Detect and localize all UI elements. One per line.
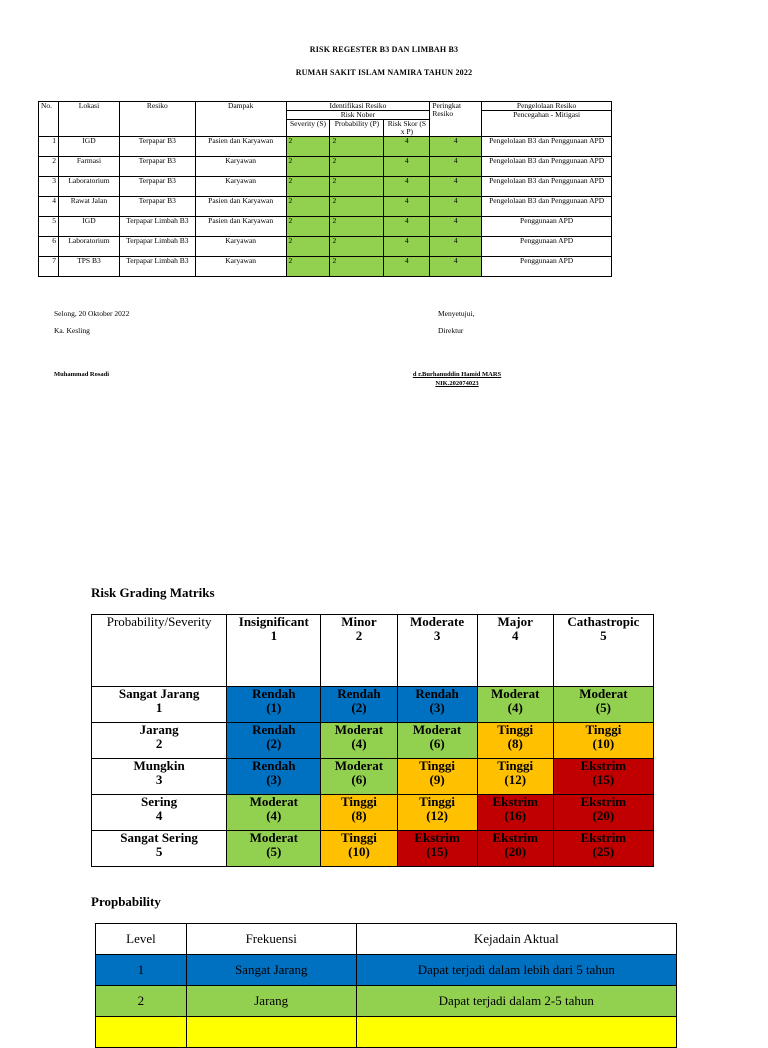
register-cell-dampak: Karyawan: [195, 237, 286, 257]
prob-header-level: Level: [96, 924, 187, 955]
register-cell-severity: 2: [286, 157, 330, 177]
register-cell-mitigasi: Pengelolaan B3 dan Penggunaan APD: [482, 157, 612, 177]
matrix-row-header: [92, 759, 227, 795]
register-cell-resiko: Terpapar B3: [119, 157, 195, 177]
probability-cell-frekuensi: [186, 1017, 356, 1048]
header-resiko: Resiko: [119, 102, 195, 137]
register-cell-dampak: Pasien dan Karyawan: [195, 197, 286, 217]
matrix-cell-val: (8): [507, 736, 523, 751]
matrix-title: Risk Grading Matriks: [91, 585, 215, 600]
header-pencegahan: Pencegahan - Mitigasi: [482, 111, 612, 137]
matrix-cell-val: (4): [266, 808, 282, 823]
matrix-cell-label: Ekstrim: [580, 758, 627, 773]
matrix-column-header: [553, 615, 653, 687]
matrix-row: [92, 795, 654, 831]
matrix-column-number: 1: [270, 628, 278, 643]
matrix-cell-label: Moderat: [412, 722, 462, 737]
matrix-cell-val: (4): [351, 736, 367, 751]
matrix-cell-val: (1): [266, 700, 282, 715]
register-cell-severity: 2: [286, 237, 330, 257]
matrix-cell-val: (15): [592, 772, 615, 787]
prob-header-kejadian: Kejadain Aktual: [356, 924, 676, 955]
register-cell-peringkat: 4: [430, 197, 482, 217]
register-cell-resiko: Terpapar Limbah B3: [119, 237, 195, 257]
matrix-cell: [397, 687, 477, 723]
register-cell-resiko: Terpapar B3: [119, 137, 195, 157]
matrix-row: [92, 687, 654, 723]
approval-label: Menyetujui,: [438, 309, 475, 318]
matrix-row-header: [92, 831, 227, 867]
matrix-cell-label: Tinggi: [497, 758, 534, 773]
matrix-cell: [553, 831, 653, 867]
header-identifikasi: Identifikasi Resiko: [286, 102, 430, 111]
header-lokasi: Lokasi: [58, 102, 119, 137]
register-row: [39, 257, 612, 277]
matrix-cell-label: Tinggi: [419, 794, 456, 809]
probability-cell-frekuensi: Jarang: [186, 986, 356, 1017]
matrix-cell-val: (15): [426, 844, 448, 859]
register-cell-mitigasi: Penggunaan APD: [482, 217, 612, 237]
register-cell-dampak: Karyawan: [195, 257, 286, 277]
header-pengelolaan: Pengelolaan Resiko: [482, 102, 612, 111]
matrix-cell-label: Rendah: [252, 758, 296, 773]
matrix-row-name: Sangat Jarang: [118, 686, 200, 701]
register-cell-risk-skor: 4: [384, 197, 430, 217]
matrix-cell-label: Tinggi: [341, 794, 377, 809]
register-cell-severity: 2: [286, 257, 330, 277]
register-cell-lokasi: Farmasi: [58, 157, 119, 177]
matrix-column-name: Moderate: [410, 614, 465, 629]
matrix-row: [92, 759, 654, 795]
matrix-row-num: 4: [155, 808, 163, 823]
register-cell-mitigasi: Penggunaan APD: [482, 237, 612, 257]
matrix-cell-label: Ekstrim: [492, 830, 538, 845]
register-cell-lokasi: Laboratorium: [58, 237, 119, 257]
matrix-cell-label: Moderat: [491, 686, 540, 701]
matrix-column-name: Minor: [341, 614, 377, 629]
register-cell-mitigasi: Pengelolaan B3 dan Penggunaan APD: [482, 177, 612, 197]
register-cell-probability: 2: [330, 177, 384, 197]
matrix-cell: [227, 831, 321, 867]
matrix-row-name: Mungkin: [133, 758, 185, 773]
matrix-row: [92, 831, 654, 867]
register-row: [39, 157, 612, 177]
matrix-column-number: 5: [600, 628, 607, 643]
matrix-cell-label: Tinggi: [419, 758, 456, 773]
right-role: Direktur: [438, 326, 464, 335]
matrix-column-number: 3: [433, 628, 441, 643]
register-cell-resiko: Terpapar Limbah B3: [119, 217, 195, 237]
matrix-column-header: [477, 615, 553, 687]
matrix-cell: [477, 831, 553, 867]
register-row: [39, 137, 612, 157]
probability-row: [96, 1017, 677, 1048]
register-row: [39, 177, 612, 197]
matrix-cell-val: (10): [348, 844, 370, 859]
register-cell-mitigasi: Penggunaan APD: [482, 257, 612, 277]
right-signer-name: d r.Burhanuddin Hamid MARS: [412, 371, 502, 378]
register-cell-risk-skor: 4: [384, 237, 430, 257]
place-date: Selong, 20 Oktober 2022: [54, 309, 130, 318]
register-cell-probability: 2: [330, 137, 384, 157]
matrix-cell-val: (3): [429, 700, 445, 715]
matrix-cell-label: Rendah: [337, 686, 381, 701]
register-cell-no: 4: [39, 197, 59, 217]
header-risk-nober: Risk Nober: [286, 111, 430, 120]
matrix-cell: [397, 759, 477, 795]
matrix-cell-val: (10): [592, 736, 615, 751]
matrix-cell-val: (2): [266, 736, 282, 751]
register-cell-dampak: Karyawan: [195, 157, 286, 177]
matrix-cell: [553, 759, 653, 795]
matrix-cell: [553, 723, 653, 759]
matrix-column-number: 4: [511, 628, 519, 643]
matrix-cell-label: Ekstrim: [414, 830, 460, 845]
matrix-cell-val: (25): [592, 844, 615, 859]
header-risk-skor: Risk Skor (S x P): [384, 120, 430, 137]
probability-cell-kejadian: Dapat terjadi dalam lebih dari 5 tahun: [356, 955, 676, 986]
register-cell-probability: 2: [330, 157, 384, 177]
matrix-cell: [227, 723, 321, 759]
matrix-cell-label: Tinggi: [341, 830, 377, 845]
matrix-row-header: [92, 687, 227, 723]
matrix-cell-label: Rendah: [415, 686, 459, 701]
matrix-column-number: 2: [355, 628, 363, 643]
probability-cell-level: [96, 1017, 187, 1048]
register-cell-peringkat: 4: [430, 237, 482, 257]
register-cell-severity: 2: [286, 137, 330, 157]
probability-cell-kejadian: [356, 1017, 676, 1048]
register-cell-peringkat: 4: [430, 257, 482, 277]
matrix-cell-val: (20): [504, 844, 527, 859]
matrix-cell-label: Moderat: [249, 794, 298, 809]
register-cell-risk-skor: 4: [384, 257, 430, 277]
matrix-cell: [553, 687, 653, 723]
probability-title: Propbability: [91, 894, 161, 909]
matrix-cell-val: (2): [351, 700, 367, 715]
register-cell-peringkat: 4: [430, 217, 482, 237]
matrix-cell-val: (12): [426, 808, 448, 823]
matrix-column-name: Insignificant: [238, 614, 309, 629]
risk-register-table: [38, 101, 612, 277]
register-cell-no: 5: [39, 217, 59, 237]
matrix-corner: Probability/Severity: [92, 615, 227, 687]
register-cell-no: 3: [39, 177, 59, 197]
register-cell-no: 1: [39, 137, 59, 157]
matrix-cell-label: Rendah: [252, 722, 296, 737]
matrix-cell-label: Moderat: [579, 686, 628, 701]
register-cell-probability: 2: [330, 217, 384, 237]
register-cell-severity: 2: [286, 197, 330, 217]
header-severity: Severity (S): [286, 120, 330, 137]
register-cell-no: 2: [39, 157, 59, 177]
prob-header-frekuensi: Frekuensi: [186, 924, 356, 955]
matrix-cell: [321, 759, 397, 795]
matrix-cell: [227, 795, 321, 831]
matrix-cell-val: (5): [266, 844, 282, 859]
matrix-cell-val: (12): [504, 772, 527, 787]
register-cell-lokasi: Laboratorium: [58, 177, 119, 197]
matrix-row-name: Sering: [141, 794, 178, 809]
register-cell-dampak: Pasien dan Karyawan: [195, 137, 286, 157]
register-row: [39, 237, 612, 257]
matrix-cell-val: (8): [351, 808, 367, 823]
register-cell-lokasi: TPS B3: [58, 257, 119, 277]
register-cell-risk-skor: 4: [384, 177, 430, 197]
register-cell-mitigasi: Pengelolaan B3 dan Penggunaan APD: [482, 197, 612, 217]
matrix-cell: [397, 795, 477, 831]
matrix-cell-label: Rendah: [252, 686, 296, 701]
register-cell-risk-skor: 4: [384, 217, 430, 237]
register-cell-no: 6: [39, 237, 59, 257]
right-signer-nik: NIK.202074023: [435, 380, 479, 387]
matrix-column-name: Major: [497, 614, 533, 629]
register-cell-mitigasi: Pengelolaan B3 dan Penggunaan APD: [482, 137, 612, 157]
register-cell-peringkat: 4: [430, 157, 482, 177]
probability-row: [96, 986, 677, 1017]
matrix-cell-label: Tinggi: [497, 722, 534, 737]
left-signer-name: Muhammad Rosadi: [54, 371, 110, 378]
header-no: No.: [39, 102, 59, 137]
matrix-row: [92, 723, 654, 759]
matrix-row-header: [92, 795, 227, 831]
register-cell-no: 7: [39, 257, 59, 277]
register-cell-resiko: Terpapar Limbah B3: [119, 257, 195, 277]
matrix-cell: [477, 687, 553, 723]
matrix-cell-label: Ekstrim: [580, 794, 627, 809]
matrix-row-num: 2: [155, 736, 163, 751]
matrix-cell-val: (4): [507, 700, 523, 715]
matrix-cell-val: (16): [504, 808, 527, 823]
matrix-cell-val: (6): [429, 736, 445, 751]
matrix-row-name: Sangat Sering: [120, 830, 198, 845]
register-cell-lokasi: IGD: [58, 137, 119, 157]
matrix-row-name: Jarang: [139, 722, 179, 737]
register-cell-risk-skor: 4: [384, 157, 430, 177]
matrix-cell: [397, 723, 477, 759]
matrix-cell-label: Ekstrim: [580, 830, 627, 845]
matrix-cell: [477, 723, 553, 759]
matrix-cell: [477, 795, 553, 831]
register-cell-peringkat: 4: [430, 137, 482, 157]
document-subtitle: RUMAH SAKIT ISLAM NAMIRA TAHUN 2022: [295, 68, 473, 77]
matrix-cell-label: Moderat: [334, 758, 384, 773]
probability-table: [95, 923, 677, 1048]
register-cell-severity: 2: [286, 177, 330, 197]
register-row: [39, 217, 612, 237]
matrix-cell-val: (5): [595, 700, 611, 715]
matrix-column-name: Cathastropic: [567, 614, 640, 629]
matrix-cell-label: Tinggi: [585, 722, 622, 737]
matrix-cell-val: (6): [351, 772, 367, 787]
matrix-cell: [227, 687, 321, 723]
register-cell-probability: 2: [330, 197, 384, 217]
matrix-cell: [477, 759, 553, 795]
probability-cell-frekuensi: Sangat Jarang: [186, 955, 356, 986]
document-title: RISK REGESTER B3 DAN LIMBAH B3: [309, 45, 459, 54]
left-role: Ka. Kesling: [54, 326, 90, 335]
probability-cell-level: 1: [96, 955, 187, 986]
matrix-cell-val: (3): [266, 772, 282, 787]
matrix-row-num: 3: [155, 772, 163, 787]
register-cell-dampak: Pasien dan Karyawan: [195, 217, 286, 237]
probability-cell-level: 2: [96, 986, 187, 1017]
register-cell-probability: 2: [330, 237, 384, 257]
matrix-column-header: [397, 615, 477, 687]
register-cell-dampak: Karyawan: [195, 177, 286, 197]
matrix-row-num: 1: [155, 700, 163, 715]
matrix-cell: [321, 831, 397, 867]
matrix-cell-label: Moderat: [334, 722, 384, 737]
matrix-column-header: [227, 615, 321, 687]
matrix-cell: [553, 795, 653, 831]
register-cell-lokasi: Rawat Jalan: [58, 197, 119, 217]
matrix-cell: [227, 759, 321, 795]
matrix-cell-val: (20): [592, 808, 615, 823]
matrix-cell: [397, 831, 477, 867]
register-cell-lokasi: IGD: [58, 217, 119, 237]
matrix-row-num: 5: [155, 844, 163, 859]
register-cell-resiko: Terpapar B3: [119, 177, 195, 197]
risk-grading-matrix: [91, 614, 654, 867]
matrix-cell: [321, 723, 397, 759]
header-peringkat: Peringkat Resiko: [430, 102, 482, 137]
register-cell-severity: 2: [286, 217, 330, 237]
probability-cell-kejadian: Dapat terjadi dalam 2-5 tahun: [356, 986, 676, 1017]
matrix-column-header: [321, 615, 397, 687]
matrix-cell-label: Ekstrim: [492, 794, 538, 809]
probability-row: [96, 955, 677, 986]
matrix-row-header: [92, 723, 227, 759]
register-cell-peringkat: 4: [430, 177, 482, 197]
register-cell-risk-skor: 4: [384, 137, 430, 157]
header-dampak: Dampak: [195, 102, 286, 137]
register-row: [39, 197, 612, 217]
register-cell-probability: 2: [330, 257, 384, 277]
register-cell-resiko: Terpapar B3: [119, 197, 195, 217]
matrix-cell: [321, 687, 397, 723]
matrix-cell: [321, 795, 397, 831]
matrix-cell-val: (9): [429, 772, 445, 787]
header-probability: Probability (P): [330, 120, 384, 137]
matrix-cell-label: Moderat: [249, 830, 298, 845]
